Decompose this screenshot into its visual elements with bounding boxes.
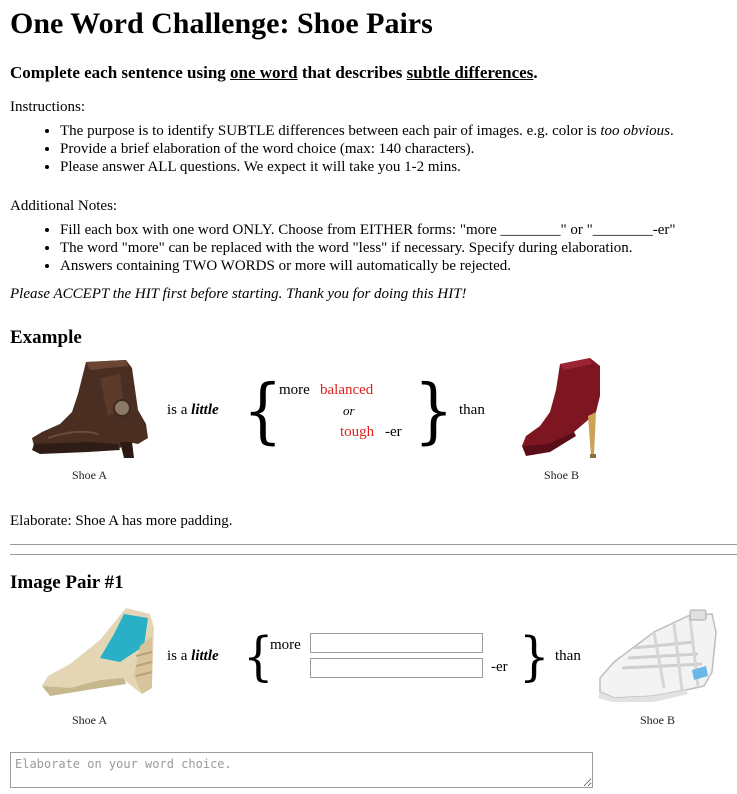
pair1-shoe-b-image	[594, 602, 720, 706]
example-er-suffix: -er	[385, 424, 402, 440]
example-left-brace: {	[243, 368, 283, 453]
pair1-shoe-a-caption: Shoe A	[72, 713, 108, 727]
example-tough-word: tough	[340, 424, 375, 440]
notes-list	[10, 221, 737, 275]
instruction-item: • Provide a brief elaboration of the word choice (max: 140 characters).	[60, 140, 737, 158]
note-item: • Answers containing TWO WORDS or more will automatically be rejected.	[60, 257, 737, 275]
task-subtitle: Complete each sentence using one word that describes subtle differences.	[10, 63, 538, 82]
example-shoe-a-image	[28, 358, 152, 462]
subtitle-underline-subtle-differences: subtle differences	[406, 63, 534, 82]
divider-top	[10, 544, 737, 545]
example-elaboration: Elaborate: Shoe A has more padding.	[10, 513, 233, 529]
example-shoe-b-caption: Shoe B	[544, 468, 580, 482]
example-is-a-phrase: is a little	[167, 402, 219, 418]
example-heading: Example	[10, 327, 82, 348]
note-item: • The word "more" can be replaced with the word "less" if necessary. Specify during elaboration.	[60, 239, 737, 257]
pair1-more-input[interactable]	[310, 633, 483, 653]
example-right-brace: }	[414, 368, 454, 453]
pair1-er-input[interactable]	[310, 658, 483, 678]
instruction-item: • The purpose is to identify SUBTLE differences between each pair of images. e.g. color is too obvious.	[60, 122, 737, 140]
instruction-item: • Please answer ALL questions. We expect it will take you 1-2 mins.	[60, 158, 737, 176]
note-item: • Fill each box with one word ONLY. Choose from EITHER forms: "more ________" or "________-er"	[60, 221, 737, 239]
instructions-list	[10, 122, 737, 176]
pair1-shoe-a-image	[40, 606, 158, 702]
divider-bottom	[10, 554, 737, 555]
instructions-label: Instructions:	[10, 99, 85, 115]
example-shoe-b-image	[518, 356, 608, 462]
pair1-heading: Image Pair #1	[10, 572, 124, 593]
pair1-is-a-phrase: is a little	[167, 648, 219, 664]
pair1-elaboration-textarea[interactable]	[10, 752, 593, 788]
pair1-than-word: than	[555, 648, 581, 664]
page-content	[10, 0, 737, 303]
page-title: One Word Challenge: Shoe Pairs	[10, 7, 433, 40]
example-balanced-word: balanced	[320, 382, 374, 398]
subtitle-underline-one-word: one word	[230, 63, 298, 82]
example-or-word: or	[343, 403, 355, 418]
pair1-more-word: more	[270, 637, 301, 653]
pair1-right-brace: }	[519, 626, 550, 688]
notes-label: Additional Notes:	[10, 198, 118, 214]
example-than-word: than	[459, 402, 485, 418]
pair1-left-brace: {	[243, 626, 274, 688]
pair1-shoe-b-caption: Shoe B	[640, 713, 676, 727]
pair1-er-suffix: -er	[491, 659, 508, 675]
accept-hit-note: Please ACCEPT the HIT first before starting. Thank you for doing this HIT!	[10, 286, 467, 302]
example-shoe-a-caption: Shoe A	[72, 468, 108, 482]
example-more-word: more	[279, 382, 310, 398]
